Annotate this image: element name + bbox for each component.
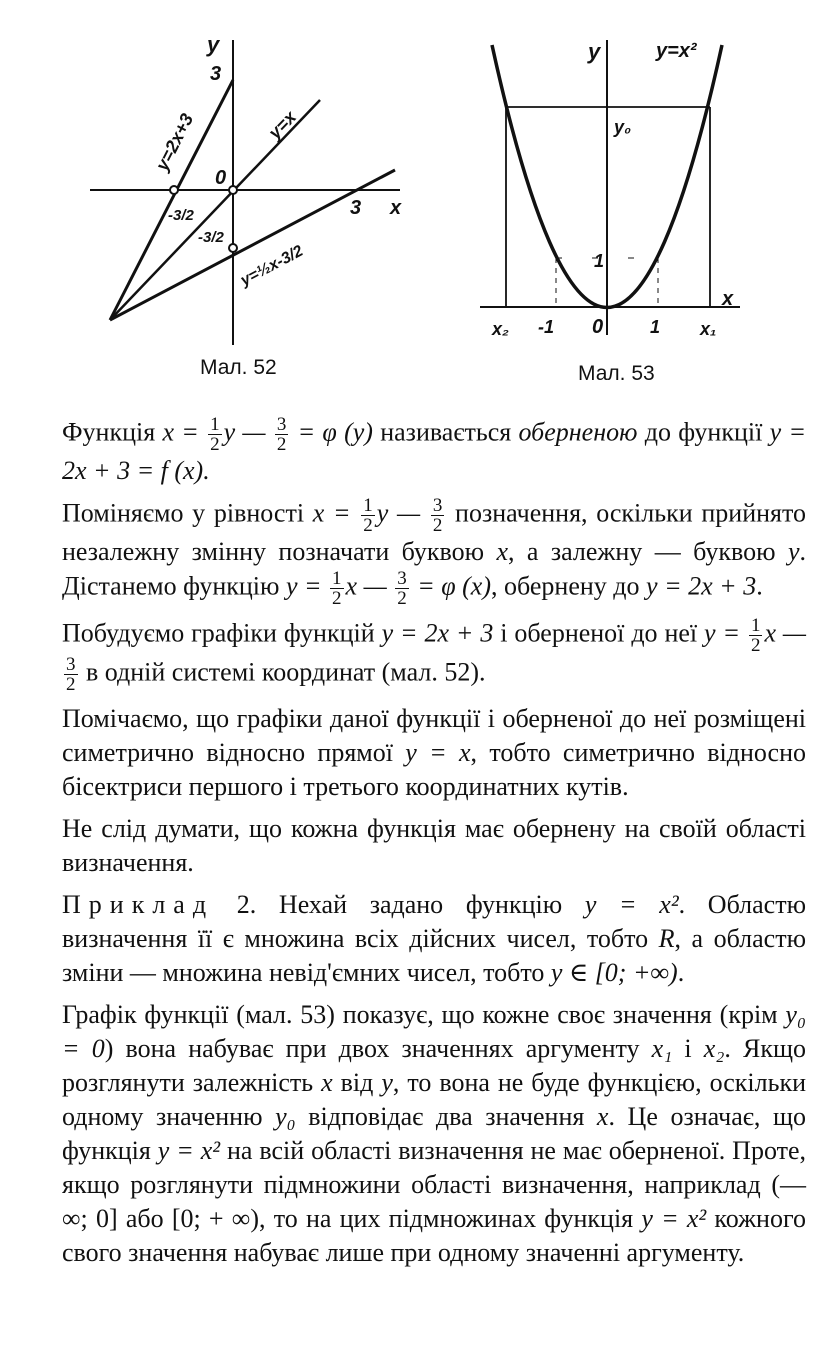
p2-text-a: Поміняємо у рівності <box>62 498 313 528</box>
fraction-den: 2 <box>332 588 342 609</box>
label-minus-three-half-lower: -3/2 <box>198 229 224 246</box>
paragraph-7 <box>62 998 806 1270</box>
fraction-three-half <box>431 496 445 535</box>
fraction-half <box>208 415 222 454</box>
fraction-half <box>361 496 375 535</box>
label-plus-one: 1 <box>650 317 661 337</box>
y-axis-label: y <box>588 39 601 64</box>
line-half-x-minus-three-half <box>110 170 395 320</box>
fraction-three-half <box>395 569 409 608</box>
paragraph-5: Не слід думати, що кожна функція має обернену на своїй області визначення. <box>62 814 806 877</box>
figure-52-caption: Мал. 52 <box>200 356 277 379</box>
p3-text-f: в одній системі координат (мал. 52). <box>79 657 486 687</box>
fraction-num: 1 <box>363 495 373 516</box>
fraction-half <box>749 616 763 655</box>
label-zero: 0 <box>592 316 604 338</box>
p2-text-l: , обернену до <box>491 571 647 601</box>
p3-formula-y-eq: y = <box>704 618 747 648</box>
p7-var-x1: x₁ <box>651 1034 673 1063</box>
line-2x-plus-3 <box>110 80 233 320</box>
label-minus-three-half-left: -3/2 <box>168 207 194 224</box>
p7-text-m: відповідає два значення <box>295 1102 597 1131</box>
p2-formula-phi: = φ (x) <box>410 571 491 601</box>
label-line-half: y=½x-3/2 <box>237 242 306 290</box>
x-axis-label: x <box>722 288 734 310</box>
p7-text-q: на всій області визначення не має оберненої. Проте, якщо розглянути підмножини області визначення, наприклад (— ∞; 0] або [0; + ∞), то на цих підмножинах функція <box>62 1136 807 1233</box>
paragraph-2 <box>62 496 806 608</box>
line-y-equals-x <box>110 100 320 320</box>
p7-text-s: кожного свого значення набуває лише при одному значенні аргументу. <box>62 1204 806 1267</box>
p4-text-c: , тобто симетрично відносно бісектриси першого і третього координатних кутів. <box>62 738 806 801</box>
label-x1: x₁ <box>700 319 717 339</box>
p6-text-f: , а областю зміни — множина невід'ємних чисел, тобто <box>62 924 806 987</box>
p2-var-y: y <box>787 537 800 566</box>
label-line-2x-plus-3: y=2x+3 <box>151 110 198 174</box>
figure-53-caption: Мал. 53 <box>578 362 655 385</box>
p1-term-inverse: оберненою <box>518 417 638 447</box>
label-three-right: 3 <box>350 197 362 219</box>
p1-formula-f: y = 2x + 3 = f (x). <box>62 417 806 485</box>
p7-text-i: від <box>332 1068 382 1097</box>
p2-formula-x: x = <box>312 498 360 528</box>
p2-formula-y-eq: y = <box>285 571 329 601</box>
p6-text-d: . Областю визначення її є множина всіх дійсних чисел, тобто <box>62 890 806 953</box>
fraction-three-half <box>275 415 289 454</box>
p1-formula-y: y — <box>223 417 273 447</box>
fraction-num: 3 <box>66 654 76 675</box>
p1-formula-x: x = <box>162 417 207 447</box>
point-y-minus-three-half <box>229 244 237 252</box>
fraction-num: 1 <box>750 615 761 636</box>
p6-formula-x2: y = x² <box>584 890 679 919</box>
p7-text-e: і <box>672 1034 704 1063</box>
paragraph-1 <box>62 415 806 488</box>
p4-text-a: Помічаємо, що графіки даної функції і оберненої до неї розміщені симетрично відносно прямої <box>62 704 806 767</box>
figure-53-graph <box>470 35 770 345</box>
p2-text-d: позначення, оскільки прийнято незалежну змінну позначати буквою <box>62 498 806 566</box>
label-minus-one: -1 <box>538 317 555 337</box>
fraction-num: 1 <box>210 414 220 435</box>
fraction-num: 3 <box>432 495 443 516</box>
fraction-den: 2 <box>750 635 761 656</box>
figure-53 <box>470 35 770 345</box>
fraction-den: 2 <box>432 515 443 536</box>
p2-text-h: . Дістанемо функцію <box>62 537 806 601</box>
fraction-den: 2 <box>66 674 76 695</box>
p1-text-g: до функції <box>637 417 770 447</box>
label-y0: y₀ <box>614 117 632 137</box>
p7-var-y: y <box>381 1068 393 1097</box>
fraction-num: 1 <box>332 568 342 589</box>
p2-formula-x-minus: x — <box>345 571 394 601</box>
paragraph-3 <box>62 616 806 694</box>
p6-text-h: . <box>677 958 685 987</box>
p2-text-f: , а залежну — буквою <box>508 537 788 566</box>
p3-formula-x-minus: x — <box>764 618 806 648</box>
p2-formula-2x3: y = 2x + 3 <box>646 571 757 601</box>
p7-text-g: . Якщо розглянути залежність <box>62 1034 807 1097</box>
p7-text-a: Графік функції (мал. 53) показує, що кожне своє значення (крім <box>62 1000 786 1029</box>
p7-var-x: x <box>321 1068 333 1097</box>
point-minus-three-half <box>170 186 178 194</box>
p6-set-r: R <box>658 924 675 953</box>
p6-example-label: Приклад <box>62 890 215 919</box>
p7-var-x-b: x <box>596 1102 609 1131</box>
curve-label: y=x² <box>656 40 697 62</box>
fraction-den: 2 <box>210 434 220 455</box>
p4-formula-yx: y = x <box>405 738 471 767</box>
p1-text-a: Функція <box>62 417 163 447</box>
fraction-three-half <box>64 655 78 694</box>
fraction-den: 2 <box>397 588 407 609</box>
p7-text-k: , то вона не буде функцією, оскільки одному значенню <box>62 1068 807 1131</box>
paragraph-4 <box>62 702 806 804</box>
point-origin <box>229 186 237 194</box>
label-one: 1 <box>594 251 605 271</box>
p3-text-c: і оберненої до неї <box>493 618 705 648</box>
body-text <box>62 415 806 1278</box>
p7-text-o: . Це означає, що функція <box>62 1102 807 1165</box>
p2-var-x: x <box>496 537 509 566</box>
fraction-half <box>330 569 344 608</box>
p3-text-a: Побудуємо графіки функцій <box>62 618 382 648</box>
p6-formula-range: y ∈ [0; +∞) <box>550 958 678 987</box>
fraction-num: 3 <box>276 414 287 435</box>
figure-52-graph <box>70 30 430 350</box>
p2-text-n: . <box>756 571 763 601</box>
p2-formula-y: y — <box>376 498 429 528</box>
p7-var-y0: y₀ <box>275 1102 296 1131</box>
label-x2: x₂ <box>492 319 509 339</box>
fraction-den: 2 <box>363 515 373 536</box>
figure-52 <box>70 30 430 350</box>
p7-formula-y0: y₀ = 0 <box>62 1000 806 1063</box>
x-axis-label: x <box>390 197 402 219</box>
p1-formula-phi: = φ (y) <box>290 417 373 447</box>
label-line-y-equals-x: y=x <box>264 106 301 143</box>
p1-text-e: називається <box>372 417 519 447</box>
fraction-den: 2 <box>276 434 287 455</box>
p7-var-x2: x₂ <box>703 1034 725 1063</box>
p7-formula-x2-b: y = x² <box>641 1204 707 1233</box>
p7-text-c: ) вона набуває при двох значеннях аргументу <box>104 1034 652 1063</box>
fraction-num: 3 <box>397 568 407 589</box>
p7-formula-x2: y = x² <box>157 1136 221 1165</box>
p3-formula-2x3: y = 2x + 3 <box>381 618 494 648</box>
paragraph-6 <box>62 888 806 990</box>
y-axis-label: y <box>207 32 220 57</box>
label-three-top: 3 <box>210 63 222 85</box>
label-zero: 0 <box>215 167 227 189</box>
p6-text-b: 2. Нехай задано функцію <box>214 890 585 919</box>
